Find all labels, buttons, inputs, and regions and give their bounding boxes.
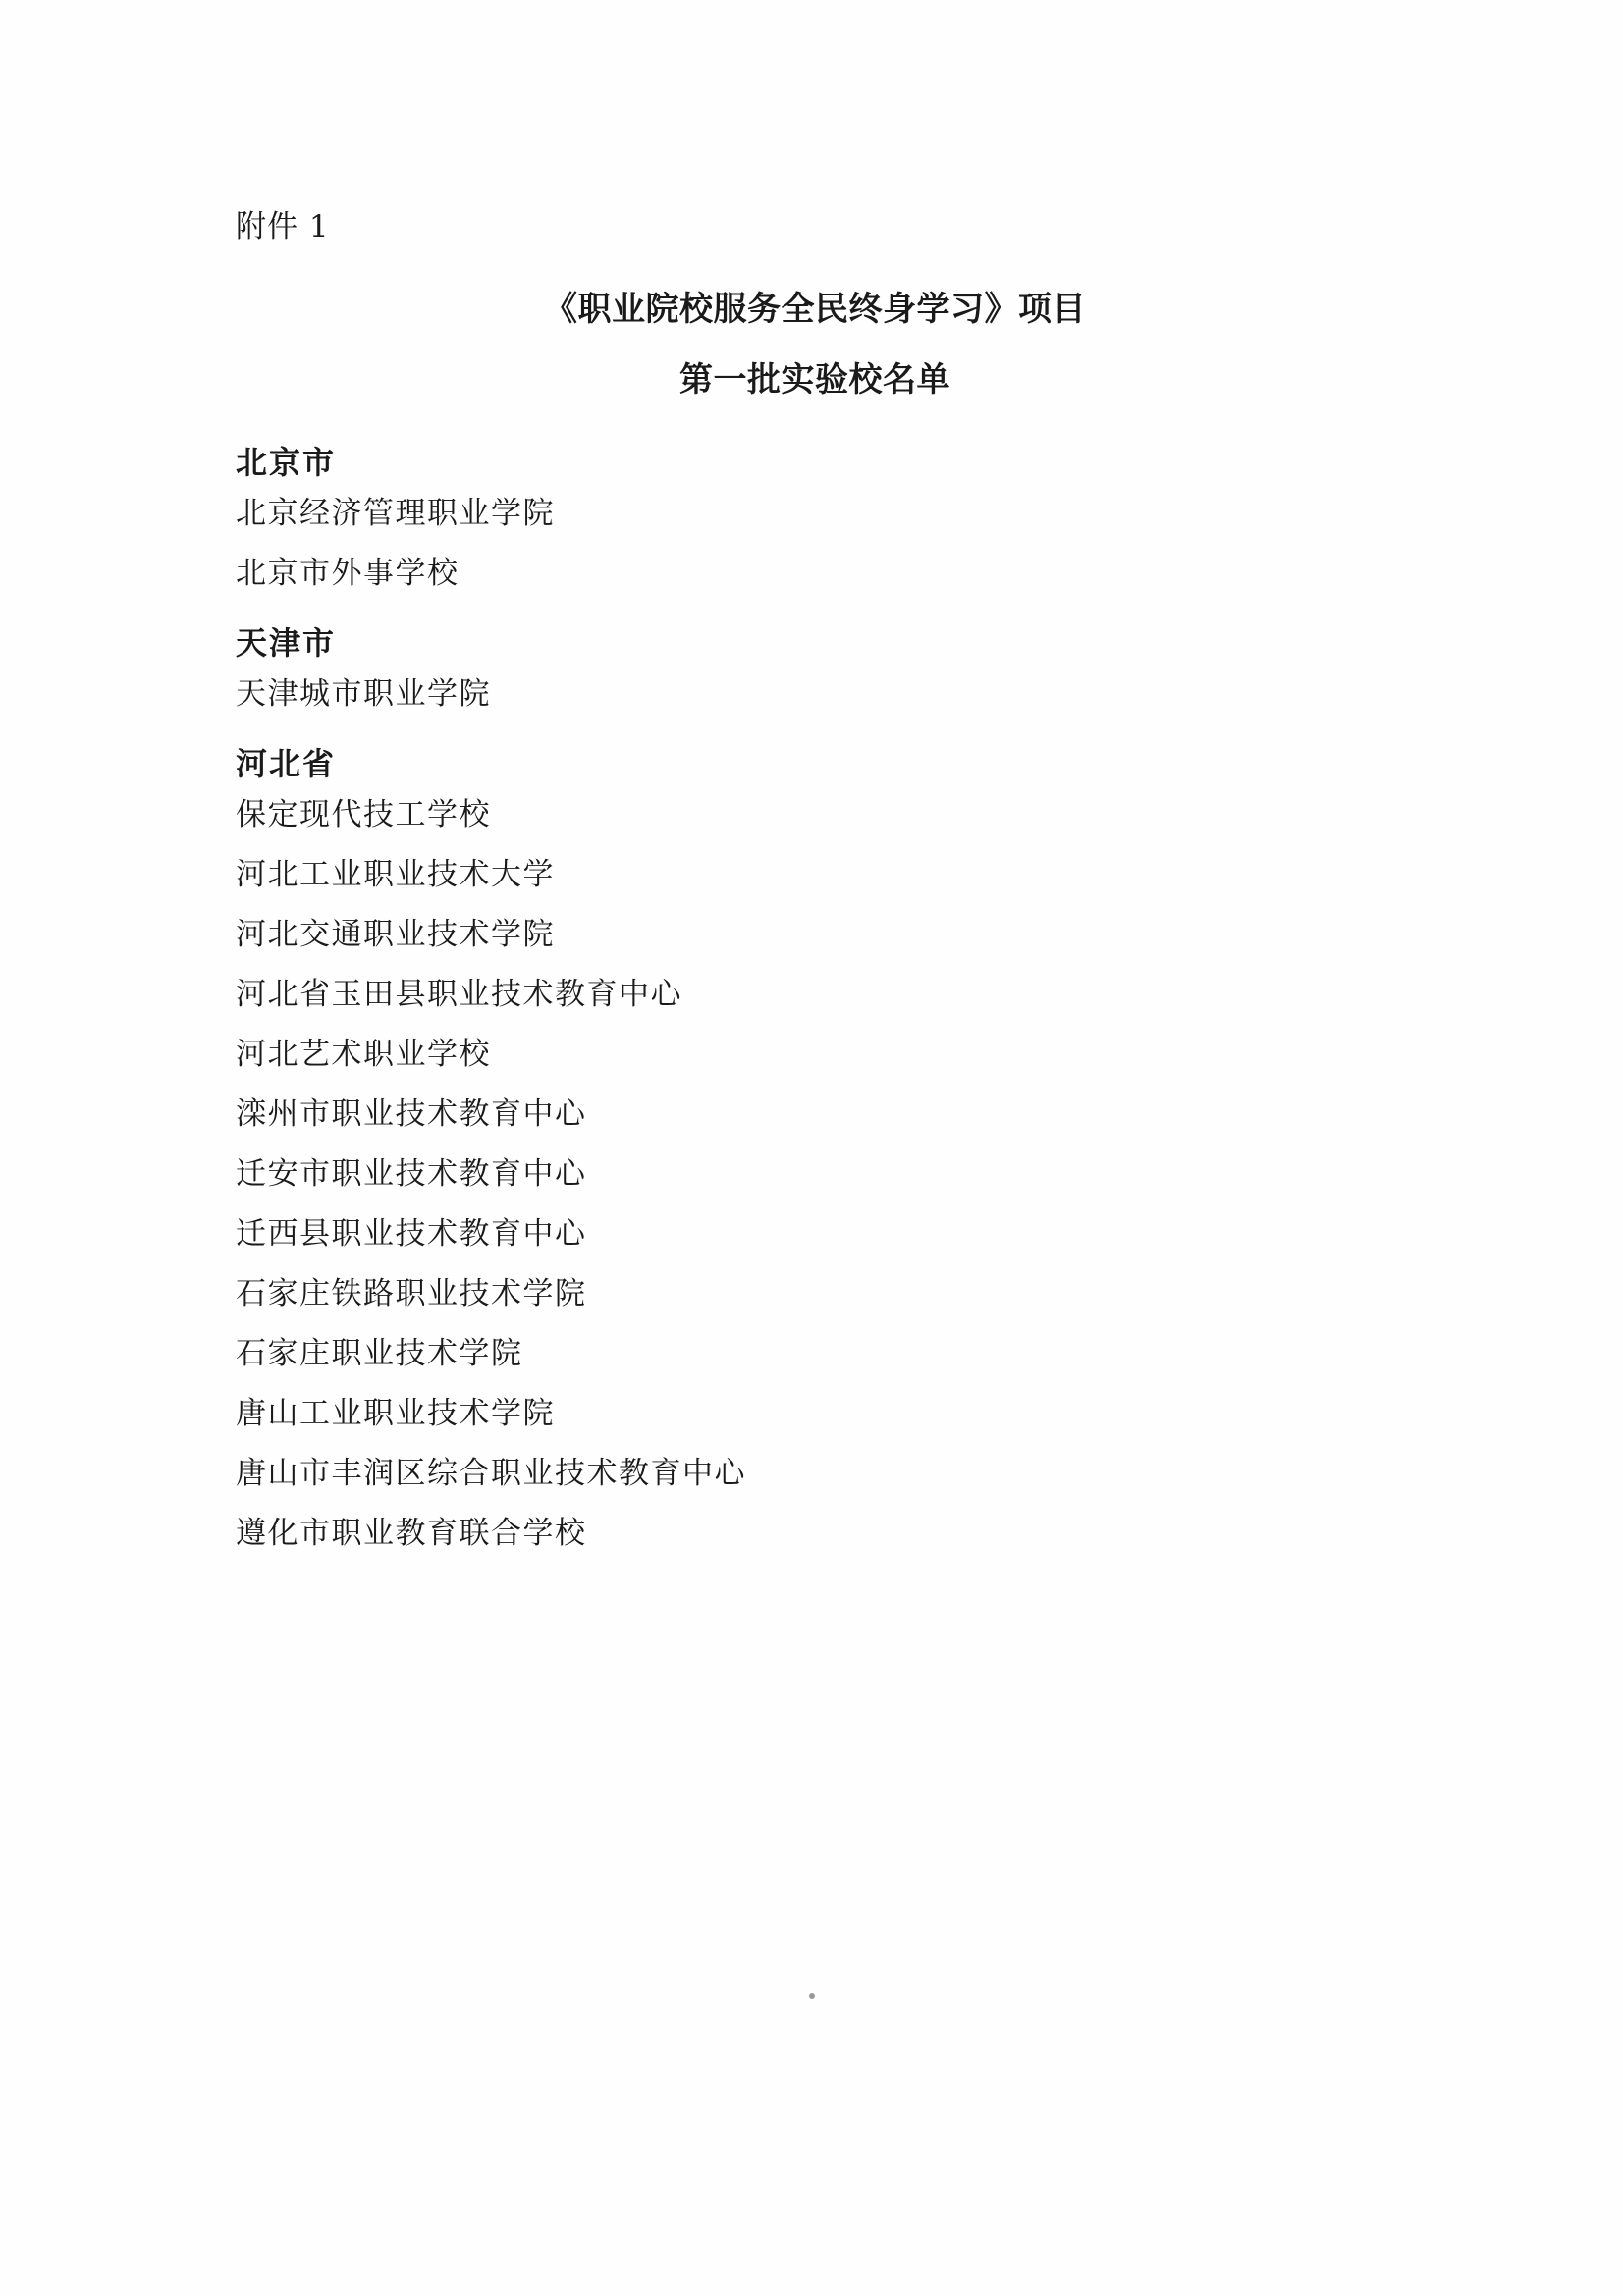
province-section-beijing	[236, 438, 1394, 589]
list-item: 北京经济管理职业学院	[236, 496, 555, 531]
title-line-2: 第一批实验校名单	[679, 360, 950, 400]
province-section-tianjin	[236, 618, 1394, 710]
list-item: 保定现代技工学校	[236, 797, 491, 832]
list-item: 迁西县职业技术教育中心	[236, 1216, 587, 1252]
list-item: 遵化市职业教育联合学校	[236, 1516, 587, 1551]
province-heading: 北京市	[236, 444, 337, 481]
list-item: 石家庄铁路职业技术学院	[236, 1276, 587, 1311]
list-item: 河北省玉田县职业技术教育中心	[236, 977, 682, 1012]
document-content	[236, 201, 1394, 1578]
province-heading: 河北省	[236, 745, 337, 782]
list-item: 天津城市职业学院	[236, 676, 491, 712]
list-item: 滦州市职业技术教育中心	[236, 1096, 587, 1132]
province-heading: 天津市	[236, 624, 337, 662]
list-item: 唐山市丰润区综合职业技术教育中心	[236, 1456, 746, 1491]
list-item: 河北交通职业技术学院	[236, 917, 555, 952]
title-line-1: 《职业院校服务全民终身学习》项目	[544, 290, 1086, 329]
attachment-label: 附件 1	[236, 209, 330, 244]
page-title	[349, 290, 1281, 400]
list-item: 唐山工业职业技术学院	[236, 1396, 555, 1431]
page-footer-mark	[809, 1993, 815, 1999]
province-section-hebei	[236, 739, 1394, 1549]
list-item: 河北艺术职业学校	[236, 1037, 491, 1072]
list-item: 石家庄职业技术学院	[236, 1336, 523, 1371]
list-item: 河北工业职业技术大学	[236, 857, 555, 892]
list-item: 迁安市职业技术教育中心	[236, 1156, 587, 1192]
list-item: 北京市外事学校	[236, 556, 460, 591]
